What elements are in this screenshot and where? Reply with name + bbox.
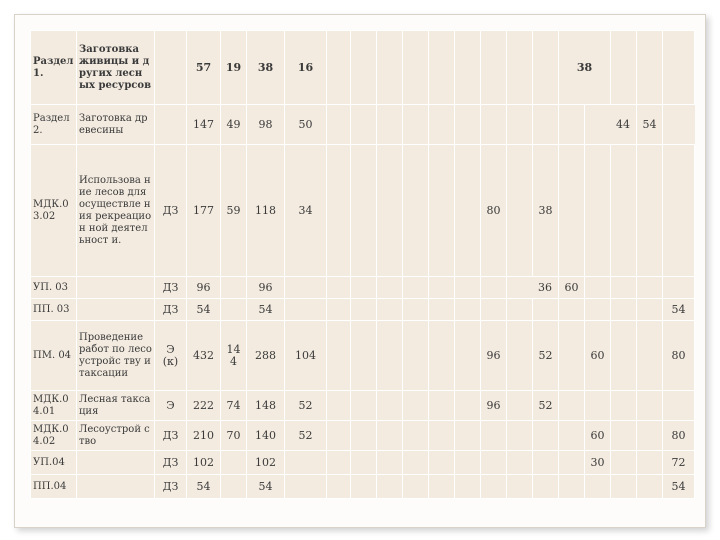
table-row <box>31 451 695 475</box>
cell-class: 38 <box>247 31 285 105</box>
row-name: Лесная таксация <box>77 391 155 421</box>
cell-practice: 50 <box>285 105 327 145</box>
cell-semester: 38 <box>533 145 559 277</box>
cell-semester: 80 <box>663 321 695 391</box>
cell-class: 288 <box>247 321 285 391</box>
cell-semester: 54 <box>637 105 663 145</box>
table-row <box>31 299 695 321</box>
cell-semester: 36 <box>507 277 559 299</box>
cell-class: 54 <box>247 299 285 321</box>
row-name: Проведение работ по лесоустройс тву и таксации <box>77 321 155 391</box>
cell-class: 54 <box>247 475 285 499</box>
cell-semester: 38 <box>559 31 611 105</box>
cell-total: 210 <box>187 421 221 451</box>
row-code: ПМ. 04 <box>31 321 77 391</box>
row-name: Заготовка древесины <box>77 105 155 145</box>
cell-semester: 52 <box>533 321 559 391</box>
cell-semester: 54 <box>663 299 695 321</box>
table-row <box>31 31 695 105</box>
row-code: УП. 03 <box>31 277 77 299</box>
row-form: ДЗ <box>155 451 187 475</box>
row-name <box>77 277 155 299</box>
cell-semester: 52 <box>533 391 559 421</box>
row-form: ДЗ <box>155 421 187 451</box>
cell-practice: 16 <box>285 31 327 105</box>
cell-semester: 72 <box>663 451 695 475</box>
cell-semester: 30 <box>585 451 611 475</box>
table-row <box>31 277 695 299</box>
cell-class: 118 <box>247 145 285 277</box>
cell-total: 432 <box>187 321 221 391</box>
row-code: МДК.0 4.01 <box>31 391 77 421</box>
row-name <box>77 475 155 499</box>
row-form: ДЗ <box>155 299 187 321</box>
row-code: УП.04 <box>31 451 77 475</box>
cell-class: 102 <box>247 451 285 475</box>
cell-total: 57 <box>187 31 221 105</box>
row-name <box>77 299 155 321</box>
row-code: ПП. 03 <box>31 299 77 321</box>
cell-semester: 44 <box>585 105 637 145</box>
cell-total: 177 <box>187 145 221 277</box>
cell-practice: 52 <box>285 391 327 421</box>
cell-total: 222 <box>187 391 221 421</box>
cell-class: 98 <box>247 105 285 145</box>
row-name: Лесоустрой ство <box>77 421 155 451</box>
cell-total: 147 <box>187 105 221 145</box>
row-form: ДЗ <box>155 145 187 277</box>
cell-class: 140 <box>247 421 285 451</box>
table-row <box>31 391 695 421</box>
cell-practice: 104 <box>285 321 327 391</box>
table-row <box>31 145 695 277</box>
table-row <box>31 475 695 499</box>
row-form: ДЗ <box>155 277 187 299</box>
row-code: МДК.0 4.02 <box>31 421 77 451</box>
cell-semester: 96 <box>481 391 507 421</box>
cell-class: 96 <box>247 277 285 299</box>
cell-self: 49 <box>221 105 247 145</box>
row-form: Э (к) <box>155 321 187 391</box>
cell-semester: 54 <box>663 475 695 499</box>
cell-semester: 96 <box>481 321 507 391</box>
cell-practice: 34 <box>285 145 327 277</box>
table-row <box>31 421 695 451</box>
cell-total: 54 <box>187 299 221 321</box>
table-row <box>31 321 695 391</box>
cell-self: 14 4 <box>221 321 247 391</box>
row-form: ДЗ <box>155 475 187 499</box>
cell-semester: 80 <box>663 421 695 451</box>
row-code: МДК.0 3.02 <box>31 145 77 277</box>
cell-class: 148 <box>247 391 285 421</box>
row-form <box>155 31 187 105</box>
cell-total: 96 <box>187 277 221 299</box>
cell-total: 54 <box>187 475 221 499</box>
cell-semester: 60 <box>585 321 611 391</box>
row-form: Э <box>155 391 187 421</box>
row-name: Использова ние лесов для осуществле ния рекреацион ной деятельност и. <box>77 145 155 277</box>
cell-practice: 52 <box>285 421 327 451</box>
row-code: Раздел 1. <box>31 31 77 105</box>
cell-self: 59 <box>221 145 247 277</box>
table-row <box>31 105 695 145</box>
cell-self: 74 <box>221 391 247 421</box>
row-code: ПП.04 <box>31 475 77 499</box>
cell-semester: 60 <box>585 421 611 451</box>
cell-self: 70 <box>221 421 247 451</box>
row-name <box>77 451 155 475</box>
row-code: Раздел 2. <box>31 105 77 145</box>
row-form <box>155 105 187 145</box>
cell-semester: 80 <box>481 145 507 277</box>
cell-semester: 60 <box>559 277 585 299</box>
row-name: Заготовка живицы и других лесных ресурсов <box>77 31 155 105</box>
cell-self: 19 <box>221 31 247 105</box>
curriculum-table <box>30 30 695 499</box>
cell-total: 102 <box>187 451 221 475</box>
